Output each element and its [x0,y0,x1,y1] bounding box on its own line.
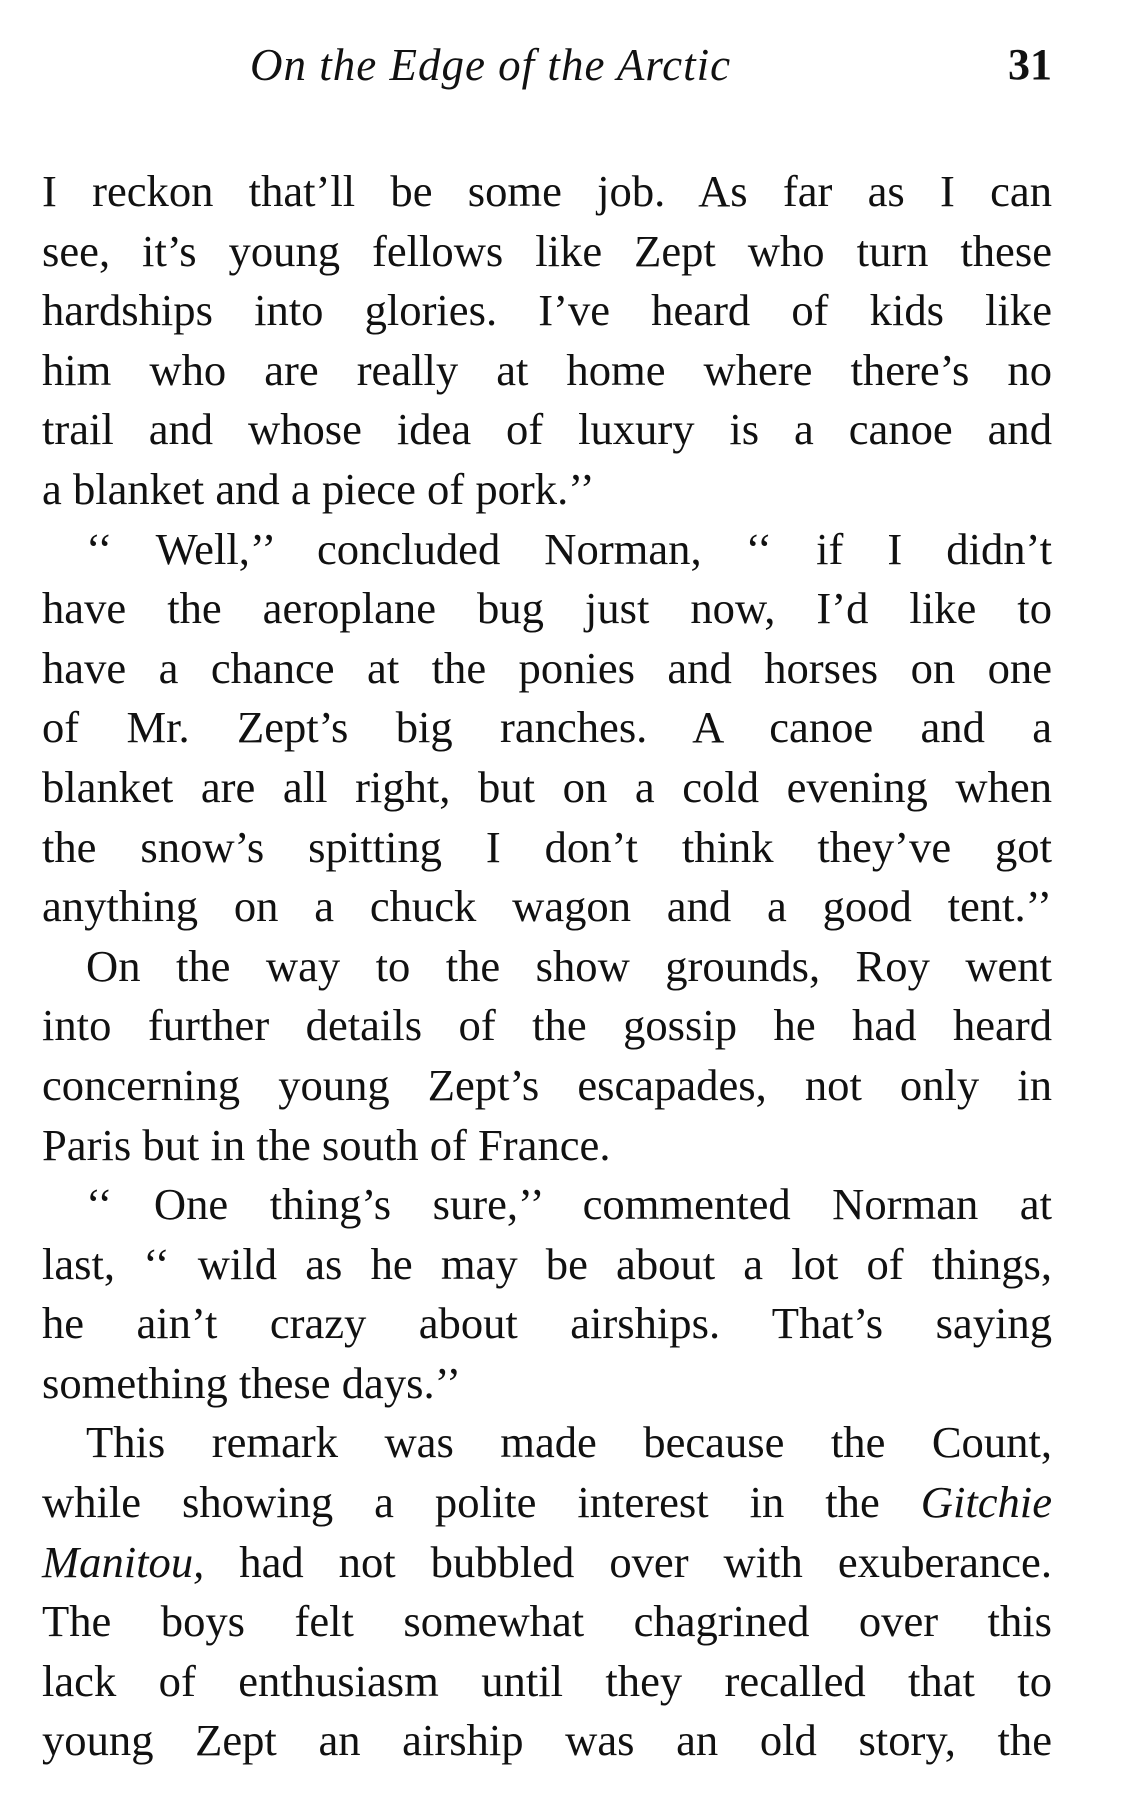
page-number: 31 [1008,40,1052,89]
paragraph-5 [42,1413,1052,1771]
text-line: something these days.’’ [42,1357,462,1408]
text-line: The boys felt somewhat chagrined over this [42,1596,1052,1647]
book-page [42,30,1052,1771]
ship-name-italic: Gitchie [920,1477,1052,1528]
text-line: young Zept an airship was an old story, the [42,1715,1052,1766]
text-line: have the aeroplane bug just now, I’d like to [42,583,1052,634]
text-line: lack of enthusiasm until they recalled that to [42,1655,1052,1706]
paragraph-4 [42,1175,1052,1413]
text-line: last, ‘‘ wild as he may be about a lot of things, [42,1238,1052,1289]
text-line: see, it’s young fellows like Zept who turn these [42,225,1052,276]
running-title: On the Edge of the Arctic [250,40,732,90]
text-line [42,1473,1052,1533]
text-line: he ain’t crazy about airships. That’s saying [42,1298,1052,1349]
text-line [42,1533,1052,1593]
paragraph-1 [42,162,1052,520]
text-line: have a chance at the ponies and horses on one [42,642,1052,693]
text-line: ‘‘ One thing’s sure,’’ commented Norman at [86,1179,1052,1230]
text-line: trail and whose idea of luxury is a canoe and [42,404,1052,455]
running-header [42,30,1052,100]
text-line: I reckon that’ll be some job. As far as I can [42,166,1052,216]
body-text [42,162,1052,1771]
text-segment: had not bubbled over with exuberance. [204,1536,1052,1587]
text-segment: while showing a polite interest in the [42,1477,921,1528]
text-line: On the way to the show grounds, Roy went [86,940,1052,991]
paragraph-2 [42,520,1052,937]
text-line: This remark was made because the Count, [86,1417,1052,1468]
text-line: Paris but in the south of France. [42,1119,611,1170]
text-line: concerning young Zept’s escapades, not only in [42,1059,1052,1110]
text-line: into further details of the gossip he had heard [42,1000,1052,1051]
text-line: hardships into glories. I’ve heard of kids like [42,285,1052,336]
text-line: ‘‘ Well,’’ concluded Norman, ‘‘ if I didn’t [86,523,1052,574]
ship-name-italic: Manitou, [42,1536,205,1587]
text-line: of Mr. Zept’s big ranches. A canoe and a [42,702,1052,753]
text-line: blanket are all right, but on a cold evening when [42,761,1052,812]
text-line: a blanket and a piece of pork.’’ [42,463,595,514]
text-line: the snow’s spitting I don’t think they’ve got [42,821,1052,872]
text-line: him who are really at home where there’s no [42,344,1052,395]
paragraph-3 [42,937,1052,1175]
text-line: anything on a chuck wagon and a good tent.’’ [42,881,1052,932]
